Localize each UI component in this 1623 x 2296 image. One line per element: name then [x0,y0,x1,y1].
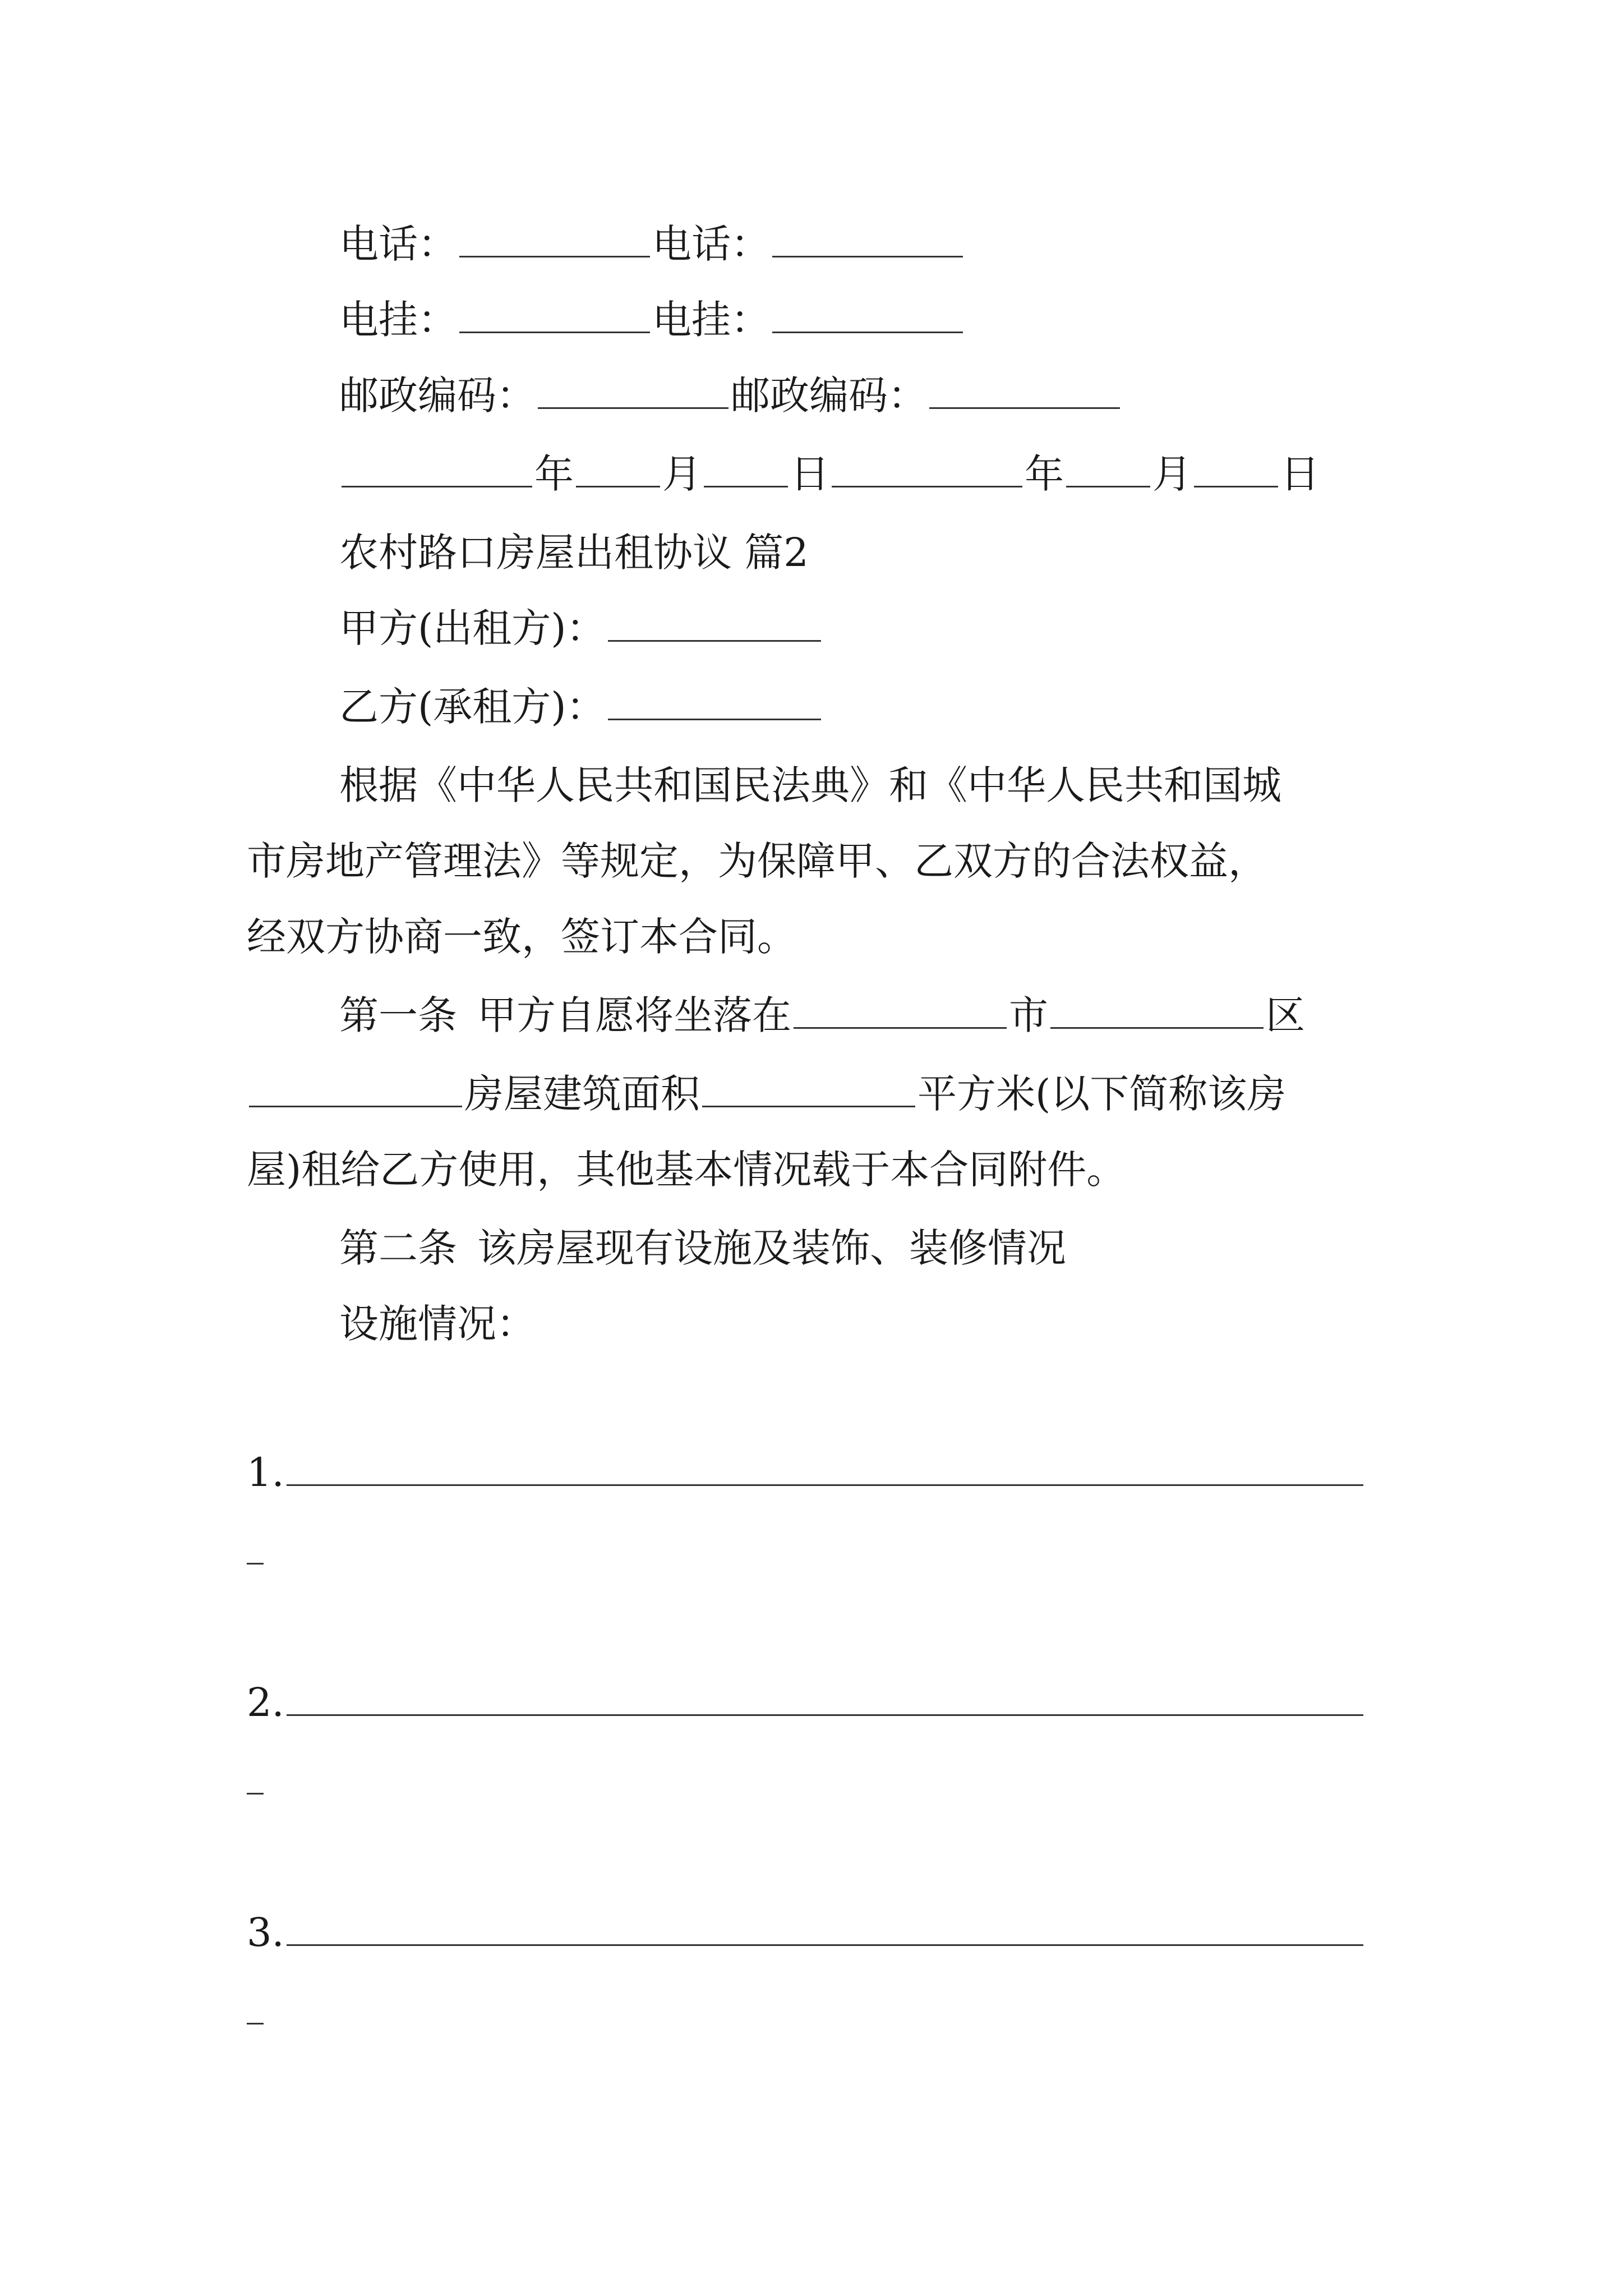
article-2-line [0,1217,1623,1279]
facility-item-1 [0,1442,1623,1503]
preamble-line-3: 经双方协商一致，签订本合同。 [247,914,796,960]
district-label: 区 [1266,992,1305,1038]
facility-item-1-number: 1. [247,1450,284,1496]
facility-item-1-blank[interactable] [287,1453,1363,1486]
year-blank-a[interactable] [342,454,532,487]
area-blank[interactable] [702,1074,915,1107]
facility-item-2-blank[interactable] [287,1683,1363,1716]
party-b-label: 乙方(承租方)： [339,684,606,730]
article-2-lead: 第二条 [339,1225,457,1271]
day-label-b: 日 [1280,451,1320,497]
city-blank[interactable] [1050,996,1264,1029]
postcode-blank-a[interactable] [538,376,728,409]
month-blank-a[interactable] [576,454,660,487]
phone-label-a: 电话： [339,221,457,267]
fax-row [0,289,1623,351]
phone-blank-a[interactable] [459,224,650,257]
postcode-row [0,365,1623,426]
facility-item-1-tail-blank[interactable] [247,1531,264,1565]
fax-blank-b[interactable] [772,300,963,333]
party-b-blank[interactable] [608,687,821,720]
article-1-line-3: 屋)租给乙方使用，其他基本情况载于本合同附件。 [247,1147,1126,1193]
fax-label-b: 电挂： [652,297,770,343]
month-blank-b[interactable] [1066,454,1150,487]
year-blank-b[interactable] [832,454,1022,487]
day-blank-b[interactable] [1194,454,1278,487]
phone-blank-b[interactable] [772,224,963,257]
article-1-text-c: 平方米(以下简称该房 [917,1071,1287,1117]
facility-item-2-tail-blank[interactable] [247,1761,264,1795]
district-blank[interactable] [249,1074,462,1107]
party-a-blank[interactable] [608,609,821,642]
facility-item-2-tail [0,1750,1623,1812]
facility-item-3-tail-blank[interactable] [247,1991,264,2024]
facilities-label: 设施情况： [339,1301,536,1347]
fax-blank-a[interactable] [459,300,650,333]
phone-row [0,213,1623,275]
facility-item-1-tail [0,1520,1623,1582]
facility-item-3-blank[interactable] [287,1913,1363,1946]
year-label-b: 年 [1025,451,1064,497]
postcode-label-a: 邮政编码： [339,372,536,418]
article-1-lead: 第一条 [339,992,457,1038]
preamble-line-2: 市房地产管理法》等规定，为保障甲、乙双方的合法权益， [247,838,1267,884]
year-label-a: 年 [534,451,574,497]
article-1-line-1 [0,984,1623,1046]
city-label: 市 [1009,992,1048,1038]
article-2-text: 该房屋现有设施及装饰、装修情况 [477,1225,1066,1271]
party-a-row [0,597,1623,659]
day-blank-a[interactable] [704,454,788,487]
location-blank[interactable] [794,996,1007,1029]
facility-item-2-number: 2. [247,1680,284,1726]
party-a-label: 甲方(出租方)： [339,605,606,651]
facility-item-2 [0,1672,1623,1733]
postcode-blank-b[interactable] [929,376,1120,409]
facility-item-3-tail [0,1980,1623,2042]
preamble-line-1: 根据《中华人民共和国民法典》和《中华人民共和国城 [339,762,1281,808]
postcode-label-b: 邮政编码： [731,372,927,418]
article-1-line-2 [0,1063,1623,1125]
day-label-a: 日 [790,451,829,497]
facility-item-3-number: 3. [247,1910,284,1955]
party-b-row [0,676,1623,738]
article-1-text-a: 甲方自愿将坐落在 [477,992,791,1038]
date-row [0,443,1623,505]
phone-label-b: 电话： [652,221,770,267]
section-title: 农村路口房屋出租协议 篇2 [339,530,809,576]
month-label-a: 月 [662,451,702,497]
month-label-b: 月 [1152,451,1192,497]
article-1-text-b: 房屋建筑面积 [464,1071,700,1117]
fax-label-a: 电挂： [339,297,457,343]
facility-item-3 [0,1902,1623,1963]
